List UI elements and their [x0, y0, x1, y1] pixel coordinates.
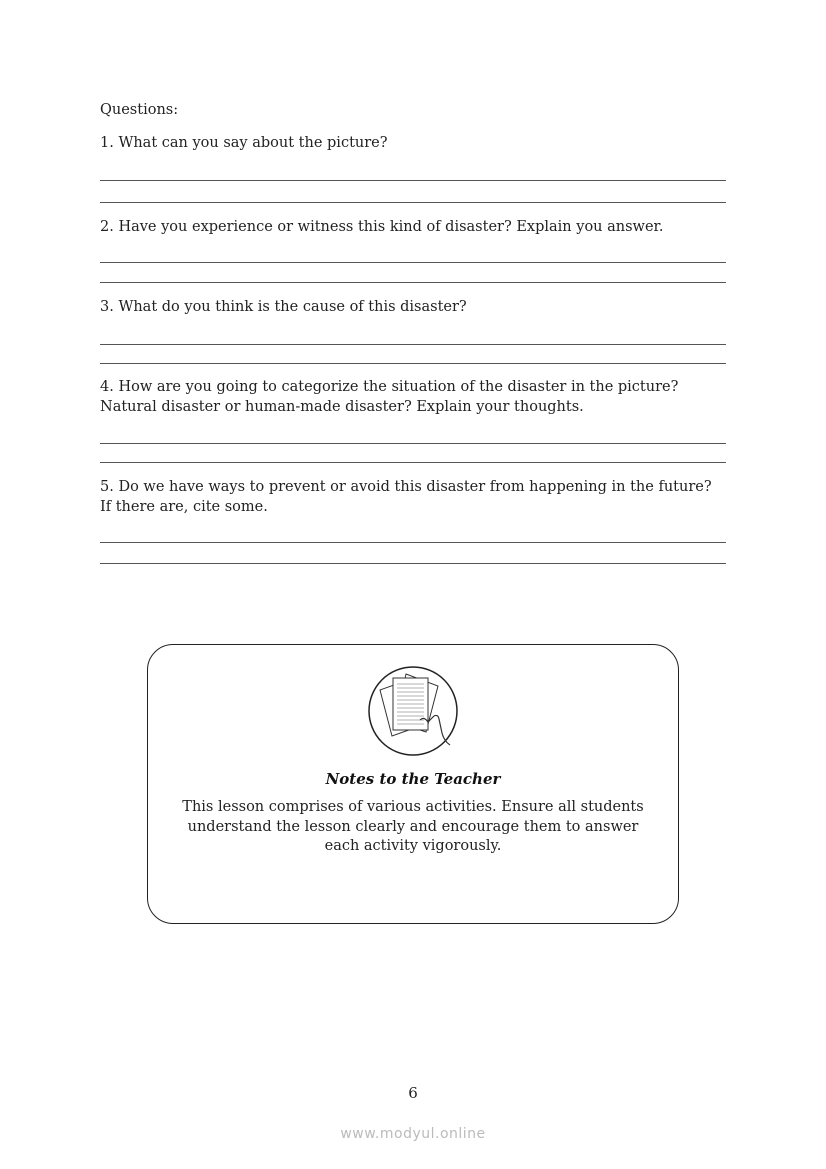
watermark: www.modyul.online — [340, 1126, 486, 1142]
question-2: 2. Have you experience or witness this kind of disaster? Explain you answer. — [100, 219, 664, 235]
answer-line[interactable] — [100, 344, 726, 345]
notes-body-line: This lesson comprises of various activities. Ensure all students — [182, 799, 644, 815]
question-5: 5. Do we have ways to prevent or avoid this disaster from happening in the future? — [100, 479, 712, 495]
notes-body-line: understand the lesson clearly and encourage them to answer — [187, 818, 639, 835]
answer-line[interactable] — [100, 202, 726, 203]
questions-heading: Questions: — [100, 102, 179, 118]
notes-body-line: each activity vigorously. — [324, 838, 502, 854]
notes-body — [147, 798, 679, 857]
answer-line[interactable] — [100, 443, 726, 444]
page-number: 6 — [408, 1084, 418, 1102]
answer-line[interactable] — [100, 363, 726, 364]
answer-line[interactable] — [100, 262, 726, 263]
question-1: 1. What can you say about the picture? — [100, 135, 388, 151]
question-4: 4. How are you going to categorize the situation of the disaster in the picture? — [100, 379, 679, 395]
question-3: 3. What do you think is the cause of this disaster? — [100, 299, 467, 315]
papers-in-hand-icon — [368, 666, 458, 756]
question-5-cont: If there are, cite some. — [100, 499, 268, 515]
answer-line[interactable] — [100, 282, 726, 283]
question-4-cont: Natural disaster or human-made disaster? Explain your thoughts. — [100, 399, 584, 415]
answer-line[interactable] — [100, 462, 726, 463]
answer-line[interactable] — [100, 542, 726, 543]
answer-line[interactable] — [100, 563, 726, 564]
notes-title: Notes to the Teacher — [325, 770, 501, 788]
answer-line[interactable] — [100, 180, 726, 181]
